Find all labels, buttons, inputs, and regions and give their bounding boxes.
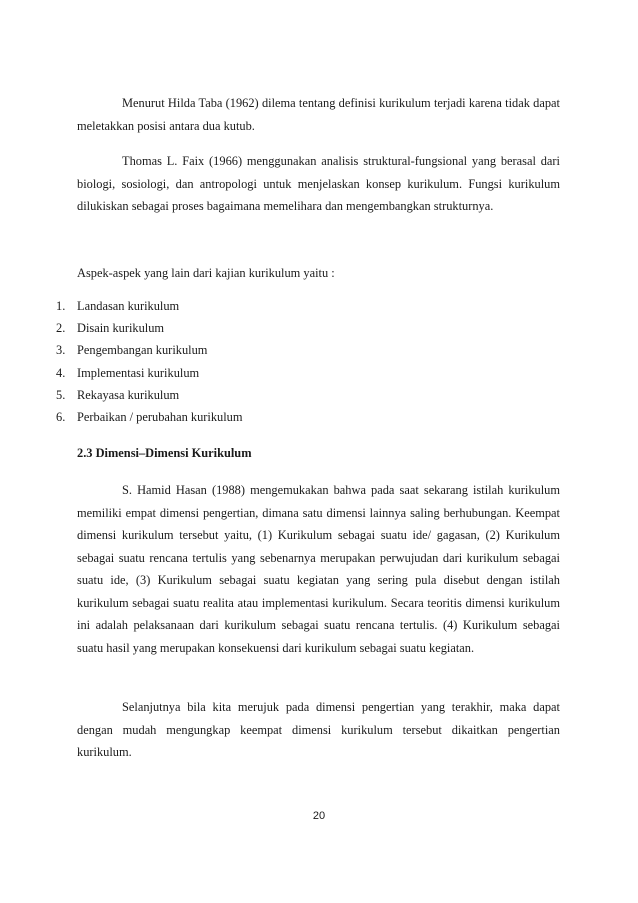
paragraph-selanjutnya: Selanjutnya bila kita merujuk pada dimensi pengertian yang terakhir, maka dapat dengan mudah mengungkap keempat dimensi kurikulum tersebut dikaitkan pengertian kurikulum.: [77, 700, 560, 759]
list-item-text: Landasan kurikulum: [77, 299, 180, 313]
list-item-text: Pengembangan kurikulum: [77, 343, 208, 358]
list-item-text: Implementasi kurikulum: [77, 365, 200, 380]
list-item-text: Rekayasa kurikulum: [77, 387, 180, 402]
paragraph-hilda-taba: Menurut Hilda Taba (1962) dilema tentang definisi kurikulum terjadi karena tidak dapat meletakkan posisi antara dua kutub.: [77, 96, 560, 133]
paragraph-hamid-hasan: S. Hamid Hasan (1988) mengemukakan bahwa pada saat sekarang istilah kurikulum memiliki empat dimensi pengertian, dimana satu dimensi lainnya saling berhubungan. Keempat dimensi kurikulum tersebut yaitu, (1) Kurikulum sebagai suatu ide/ gagasan, (2) Kurikulum sebagai suatu rencana tertulis yang sebenarnya merupakan perwujudan dari kurikulum sebagai suatu ide, (3) Kurikulum sebagai suatu kegiatan yang sering pula disebut dengan istilah kurikulum sebagai suatu realita atau implementasi kurikulum. Secara teoritis dimensi kurikulum ini adalah pelaksanaan dari kurikulum sebagai suatu rencana tertulis. (4) Kurikulum sebagai suatu hasil yang merupakan konsekuensi dari kurikulum sebagai suatu kegiatan.: [77, 483, 560, 655]
list-item-number: 4.: [56, 365, 66, 380]
list-item-text: Disain kurikulum: [77, 321, 165, 336]
list-item-number: 2.: [56, 321, 66, 336]
list-item-text: Perbaikan / perubahan kurikulum: [77, 409, 243, 424]
list-item-number: 6.: [56, 409, 66, 424]
page-number: 20: [312, 810, 326, 822]
section-heading: 2.3 Dimensi–Dimensi Kurikulum: [77, 446, 252, 460]
paragraph-thomas-faix: Thomas L. Faix (1966) menggunakan analisis struktural-fungsional yang berasal dari biologi, sosiologi, dan antropologi untuk menjelaskan konsep kurikulum. Fungsi kurikulum dilukiskan sebagai proses bagaimana memelihara dan mengembangkan strukturnya.: [77, 154, 560, 213]
paragraph-aspek-intro: Aspek-aspek yang lain dari kajian kurikulum yaitu :: [77, 266, 335, 280]
list-item-number: 3.: [56, 343, 66, 358]
list-item-number: 1.: [56, 299, 66, 313]
list-item-number: 5.: [56, 387, 66, 402]
